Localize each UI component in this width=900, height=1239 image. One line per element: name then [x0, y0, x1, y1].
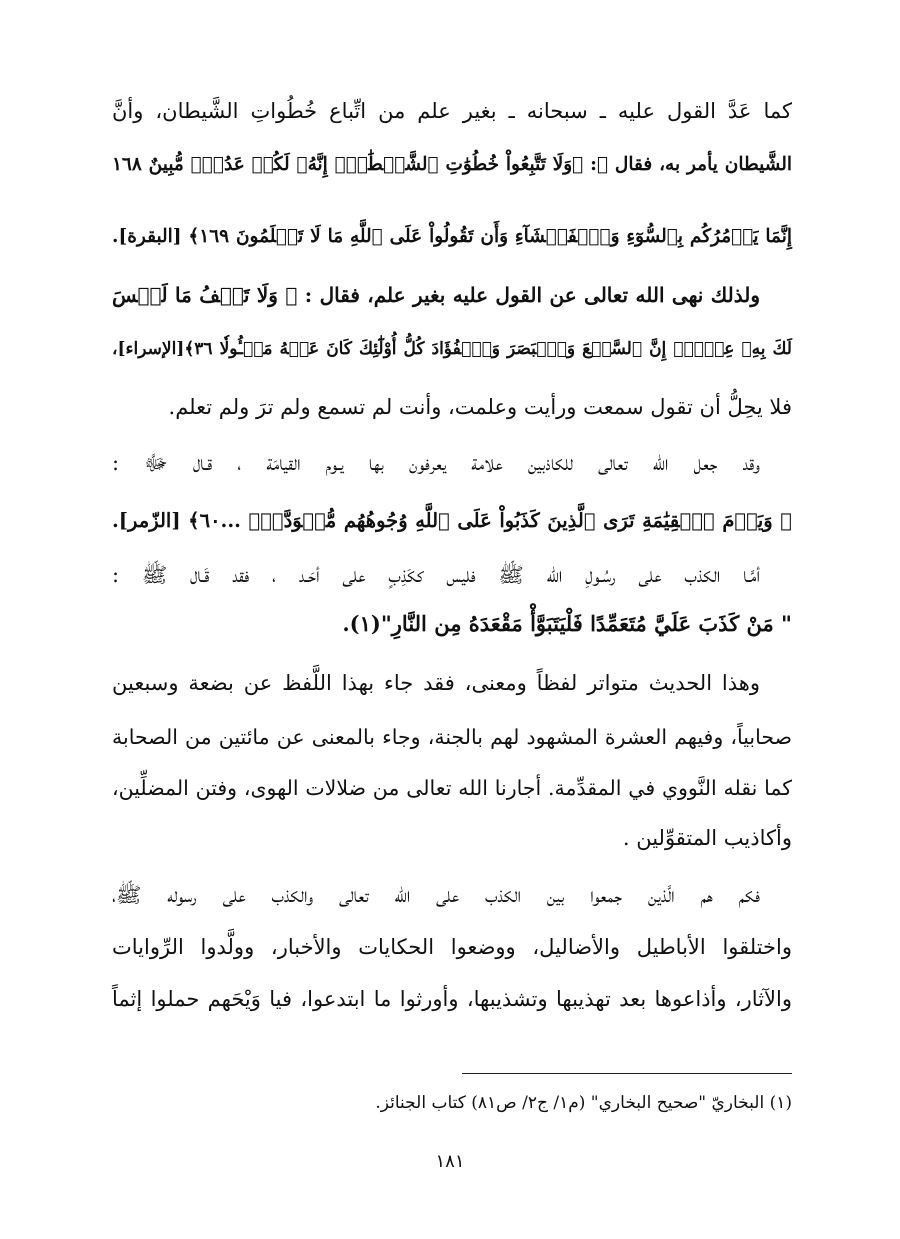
text-line-9: أمَّـا الكذب على رسُـولِ الله ﷺ فليس ككَذِبٍ على أحَـد ، فقد قَـال ﷺ :	[112, 563, 760, 587]
text-line-17: والآثار، وأذاعوها بعد تهذيبها وتشذيبها، وأورثوا ما ابتدعوا، فيا وَيْحَهم حملوا إثماً	[112, 987, 792, 1011]
text-line-10: " مَنْ كَذَبَ عَلَيَّ مُتَعَمِّدًا فَلْيَتَبَوَّأْ مَقْعَدَهُ مِن النَّارِ"(١).	[342, 611, 792, 636]
footnote-separator	[462, 1073, 792, 1074]
text-line-12: صحابياً، وفيهم العشرة المشهود لهم بالجنة، وجاء بالمعنى عن مائتين من الصحابة	[112, 725, 792, 749]
text-line-16: واختلقوا الأباطيل والأضاليل، ووضعوا الحكايات والأخبار، وولَّدوا الرِّوايات	[112, 935, 792, 959]
text-line-6: فلا يحِلُّ أن تقول سمعت ورأيت وعلمت، وأنت لم تسمع ولم ترَ ولم تعلم.	[168, 395, 792, 419]
footnote: (١) البخاريّ "صحيح البخاري" (م١/ ج٢/ ص٨١) كتاب الجنائز.	[375, 1093, 792, 1113]
text-line-2: الشَّيطان يأمر به، فقال ﷻ: ﴿وَلَا تَتَّبِعُواْ خُطُوَٰتِ ٱلشَّيۡطَٰنِۚ إِنَّهُۥ لَكُمۡ عَدُوّٞ مُّبِينٌ ١٦٨	[112, 154, 792, 175]
page-number: ١٨١	[435, 1151, 465, 1172]
text-line-5: لَكَ بِهِۦ عِلۡمٌۚ إِنَّ ٱلسَّمۡعَ وَٱلۡبَصَرَ وَٱلۡفُؤَادَ كُلُّ أُوْلَٰٓئِكَ كَانَ عَنۡهُ مَسۡـُٔولٗا ٣٦﴾[الإسراء]،	[112, 339, 792, 359]
text-line-7: وقد جعل الله تعالى للكاذبين علامة يعرفون بها يـوم القيامَة ، قـال ﷻ :	[112, 451, 760, 475]
text-line-13: كما نقله النَّووي في المقدِّمة. أجارنا الله تعالى من ضلالات الهوى، وفتن المضلِّين،	[112, 776, 792, 800]
text-line-4: ولذلك نهى الله تعالى عن القول عليه بغير علم، فقال : ﴿ وَلَا تَقۡفُ مَا لَيۡسَ	[112, 283, 760, 307]
text-line-11: وهذا الحديث متواتر لفظاً ومعنى، فقد جاء بهذا اللَّفظ عن بضعة وسبعين	[112, 671, 760, 695]
text-line-1: كما عَدَّ القول عليه ـ سبحانه ـ بغير علم من اتِّباع خُطُواتِ الشَّيطان، وأنَّ	[112, 99, 792, 123]
text-line-14: وأكاذيب المتقوِّلين .	[622, 826, 792, 850]
text-line-3: إِنَّمَا يَأۡمُرُكُم بِٱلسُّوٓءِ وَٱلۡفَحۡشَآءِ وَأَن تَقُولُواْ عَلَى ٱللَّهِ مَا لَا تَعۡلَمُونَ ١٦٩﴾ [البقرة].	[112, 226, 792, 247]
text-line-15: فكم هم الَّذين جمعوا بين الكذب على الله تعالى والكذب على رسوله ﷺ،	[112, 883, 760, 907]
text-line-8: ﴿ وَيَوۡمَ ٱلۡقِيَٰمَةِ تَرَى ٱلَّذِينَ كَذَبُواْ عَلَى ٱللَّهِ وُجُوهُهُم مُّسۡوَدَّةٌۚ ...٦٠﴾ [الزّمر].	[112, 509, 792, 532]
